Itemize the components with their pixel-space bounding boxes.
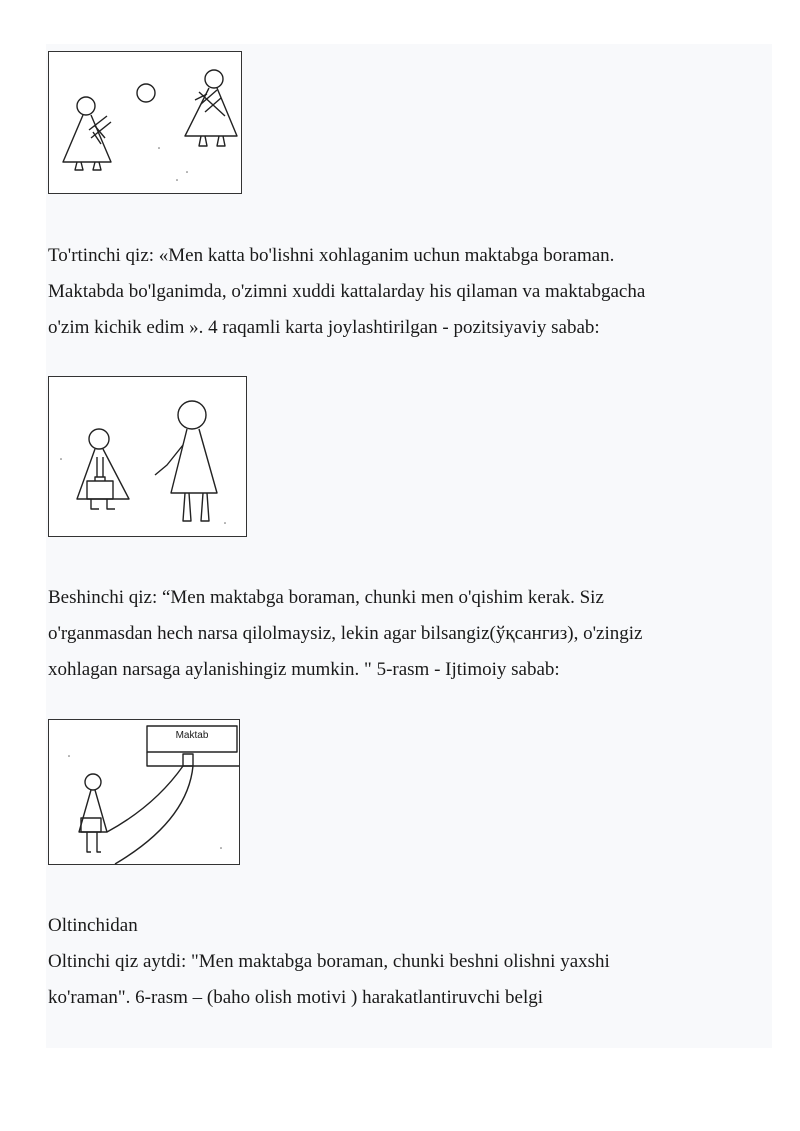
figure-road-to-school	[48, 719, 240, 865]
paragraph-fifth-girl	[48, 580, 748, 688]
road-to-school-drawing	[49, 720, 241, 866]
paragraph-sixth-girl	[48, 908, 748, 1016]
paragraph-line: o'zim kichik edim ». 4 raqamli karta joylashtirilgan - pozitsiyaviy sabab:	[48, 317, 600, 338]
figure-two-girls-ball	[48, 51, 242, 194]
paragraph-line: o'rganmasdan hech narsa qilolmaysiz, lekin agar bilsangiz(ўқсангиз), o'zingiz	[48, 623, 643, 644]
paragraph-fourth-girl	[48, 238, 748, 346]
figure-girl-and-adult	[48, 376, 247, 537]
paragraph-heading: Oltinchidan	[48, 915, 138, 936]
girl-and-adult-drawing	[49, 377, 248, 538]
paragraph-line: ko'raman". 6-rasm – (baho olish motivi ) harakatlantiruvchi belgi	[48, 987, 544, 1008]
paragraph-line: To'rtinchi qiz: «Men katta bo'lishni xohlaganim uchun maktabga boraman.	[48, 245, 615, 266]
paragraph-line: Maktabda bo'lganimda, o'zimni xuddi kattalarday his qilaman va maktabgacha	[48, 281, 646, 302]
paragraph-line: xohlagan narsaga aylanishingiz mumkin. " 5-rasm - Ijtimoiy sabab:	[48, 659, 560, 680]
school-box-label: Maktab	[175, 730, 209, 741]
two-girls-ball-drawing	[49, 52, 243, 195]
paragraph-line: Oltinchi qiz aytdi: "Men maktabga boraman, chunki beshni olishni yaxshi	[48, 951, 610, 972]
paragraph-line: Beshinchi qiz: “Men maktabga boraman, chunki men o'qishim kerak. Siz	[48, 587, 604, 608]
